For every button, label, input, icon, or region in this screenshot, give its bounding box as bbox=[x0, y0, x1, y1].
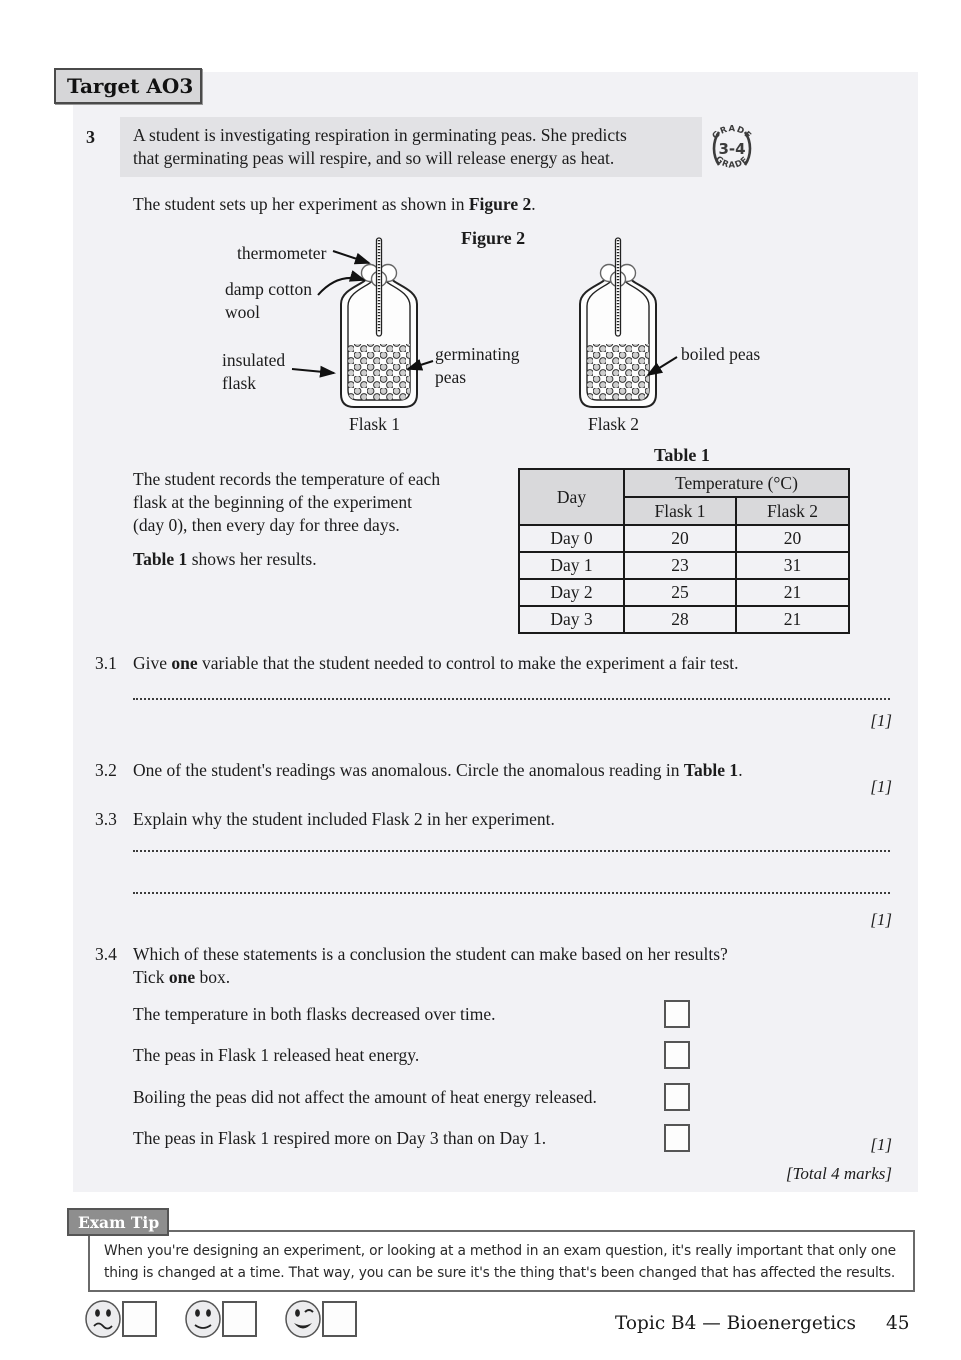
q34-option-1-label: The temperature in both flasks decreased over time. bbox=[133, 1004, 496, 1024]
col-header-temperature: Temperature (°C) bbox=[624, 469, 849, 497]
q34-option-2-label: The peas in Flask 1 released heat energy. bbox=[133, 1045, 420, 1065]
col-header-day: Day bbox=[519, 469, 624, 525]
q34-option-3-checkbox[interactable] bbox=[664, 1083, 690, 1111]
target-ao3-label: Target AO3 bbox=[67, 74, 194, 98]
q34-number: 3.4 bbox=[95, 944, 117, 964]
q31-bold: one bbox=[171, 653, 198, 673]
q34-line2-bold: one bbox=[168, 967, 196, 987]
neutral-face-icon bbox=[186, 1301, 220, 1337]
setup-pre: The student sets up her experiment as shown in bbox=[133, 194, 469, 214]
happy-checkbox[interactable] bbox=[322, 1301, 357, 1337]
cell-flask2-temp[interactable]: 31 bbox=[736, 552, 849, 579]
table-ref-rest: shows her results. bbox=[187, 549, 317, 569]
table-ref-sentence bbox=[133, 548, 317, 571]
figure-title: Figure 2 bbox=[461, 228, 526, 248]
table-row bbox=[519, 552, 849, 579]
q31-answer-line[interactable] bbox=[133, 698, 890, 700]
q33-number: 3.3 bbox=[95, 809, 117, 829]
q32-mark: [1] bbox=[870, 777, 892, 796]
col-header-flask2: Flask 2 bbox=[736, 497, 849, 525]
cell-day: Day 1 bbox=[519, 552, 624, 579]
q34-option-3-label: Boiling the peas did not affect the amount of heat energy released. bbox=[133, 1087, 597, 1107]
setup-post: . bbox=[531, 194, 536, 214]
cell-day: Day 0 bbox=[519, 525, 624, 552]
results-line3: (day 0), then every day for three days. bbox=[133, 515, 400, 535]
label-germinating-line1: germinating bbox=[435, 344, 520, 364]
exam-tip-header bbox=[67, 1208, 169, 1236]
q34-text bbox=[133, 943, 893, 989]
question-intro-line2: that germinating peas will respire, and so will release energy as heat. bbox=[133, 148, 615, 168]
question-number: 3 bbox=[86, 127, 95, 147]
cell-day: Day 2 bbox=[519, 579, 624, 606]
label-cotton-line1: damp cotton bbox=[225, 279, 312, 299]
flask1-caption: Flask 1 bbox=[349, 414, 401, 434]
exam-tip-label: Exam Tip bbox=[78, 1212, 160, 1232]
insulated-flask-arrow bbox=[292, 369, 334, 373]
cell-day: Day 3 bbox=[519, 606, 624, 633]
q33-mark: [1] bbox=[870, 910, 892, 929]
germinating-peas-fill bbox=[348, 344, 410, 400]
q32-text bbox=[133, 759, 893, 782]
label-thermometer: thermometer bbox=[237, 243, 327, 263]
thermometer-1 bbox=[377, 238, 382, 336]
q34-mark: [1] bbox=[870, 1135, 892, 1154]
table-row bbox=[519, 525, 849, 552]
q31-number: 3.1 bbox=[95, 653, 117, 673]
exam-tip-text: When you're designing an experiment, or looking at a method in an exam question, it's really important that only one thing is changed at a time. That way, you can be sure it's the thing that's been changed that has affected the results. bbox=[104, 1243, 896, 1281]
setup-figure-ref: Figure 2 bbox=[468, 194, 532, 214]
results-table bbox=[518, 468, 850, 634]
q32-number: 3.2 bbox=[95, 760, 117, 780]
q34-option-1-checkbox[interactable] bbox=[664, 1000, 690, 1028]
footer-topic: Topic B4 — Bioenergetics bbox=[615, 1313, 856, 1334]
happy-face-icon bbox=[286, 1301, 320, 1337]
exam-tip-body bbox=[88, 1230, 915, 1292]
q34-line2-post: box. bbox=[195, 967, 231, 987]
q32-pre: One of the student's readings was anomalous. Circle the anomalous reading in bbox=[133, 760, 684, 780]
label-insulated-line1: insulated bbox=[222, 350, 286, 370]
label-cotton-line2: wool bbox=[225, 302, 260, 322]
grade-bottom-text: GRADE bbox=[713, 154, 751, 171]
target-ao3-badge bbox=[54, 68, 202, 104]
cell-flask1-temp[interactable]: 20 bbox=[624, 525, 736, 552]
label-germinating-peas bbox=[435, 343, 520, 389]
q34-option-2-checkbox[interactable] bbox=[664, 1041, 690, 1069]
label-boiled-peas: boiled peas bbox=[681, 344, 761, 364]
q31-post: variable that the student needed to control to make the experiment a fair test. bbox=[197, 653, 739, 673]
label-insulated-line2: flask bbox=[222, 373, 257, 393]
grade-badge bbox=[702, 117, 762, 179]
grade-center-text: 3-4 bbox=[718, 140, 746, 158]
col-header-flask1: Flask 1 bbox=[624, 497, 736, 525]
total-marks: [Total 4 marks] bbox=[785, 1164, 892, 1183]
table-row bbox=[519, 606, 849, 633]
cell-flask2-temp[interactable]: 20 bbox=[736, 525, 849, 552]
flask2-drawing bbox=[580, 238, 656, 407]
q33-answer-line-1[interactable] bbox=[133, 850, 890, 852]
q34-option-4-label: The peas in Flask 1 respired more on Day 3 than on Day 1. bbox=[133, 1128, 547, 1148]
table-title: Table 1 bbox=[654, 445, 710, 465]
cell-flask1-temp[interactable]: 23 bbox=[624, 552, 736, 579]
table-row bbox=[519, 579, 849, 606]
q34-line1: Which of these statements is a conclusion the student can make based on her results? bbox=[133, 944, 728, 964]
footer-page-number: 45 bbox=[886, 1313, 910, 1334]
results-line1: The student records the temperature of each bbox=[133, 469, 441, 489]
grade-badge-icon bbox=[702, 117, 762, 179]
cell-flask2-temp[interactable]: 21 bbox=[736, 579, 849, 606]
cell-flask1-temp[interactable]: 28 bbox=[624, 606, 736, 633]
unsure-face-icon bbox=[86, 1301, 120, 1337]
q32-post: . bbox=[738, 760, 743, 780]
unsure-checkbox[interactable] bbox=[122, 1301, 157, 1337]
question-intro-line1: A student is investigating respiration in germinating peas. She predicts bbox=[133, 125, 627, 145]
flask1-drawing bbox=[341, 238, 417, 407]
setup-sentence bbox=[133, 193, 536, 216]
neutral-checkbox[interactable] bbox=[222, 1301, 257, 1337]
q33-text: Explain why the student included Flask 2 in her experiment. bbox=[133, 809, 555, 829]
label-damp-cotton-wool bbox=[225, 278, 312, 324]
label-insulated-flask bbox=[222, 349, 285, 395]
cell-flask2-temp[interactable]: 21 bbox=[736, 606, 849, 633]
thermometer-arrow bbox=[333, 251, 369, 263]
cell-flask1-temp[interactable]: 25 bbox=[624, 579, 736, 606]
results-paragraph bbox=[133, 468, 440, 537]
boiled-peas-fill bbox=[587, 344, 649, 400]
question-intro bbox=[120, 117, 702, 177]
results-line2: flask at the beginning of the experiment bbox=[133, 492, 412, 512]
q31-mark: [1] bbox=[870, 711, 892, 730]
q32-bold: Table 1 bbox=[683, 760, 739, 780]
q31-pre: Give bbox=[133, 653, 172, 673]
q34-line2-pre: Tick bbox=[133, 967, 169, 987]
label-germinating-line2: peas bbox=[435, 367, 467, 387]
q34-option-4-checkbox[interactable] bbox=[664, 1124, 690, 1152]
q31-text bbox=[133, 652, 893, 675]
table-ref-bold: Table 1 bbox=[133, 549, 188, 569]
thermometer-2 bbox=[616, 238, 621, 336]
flask2-caption: Flask 2 bbox=[588, 414, 640, 434]
q33-answer-line-2[interactable] bbox=[133, 892, 890, 894]
grade-top-text: GRADE bbox=[710, 124, 754, 142]
